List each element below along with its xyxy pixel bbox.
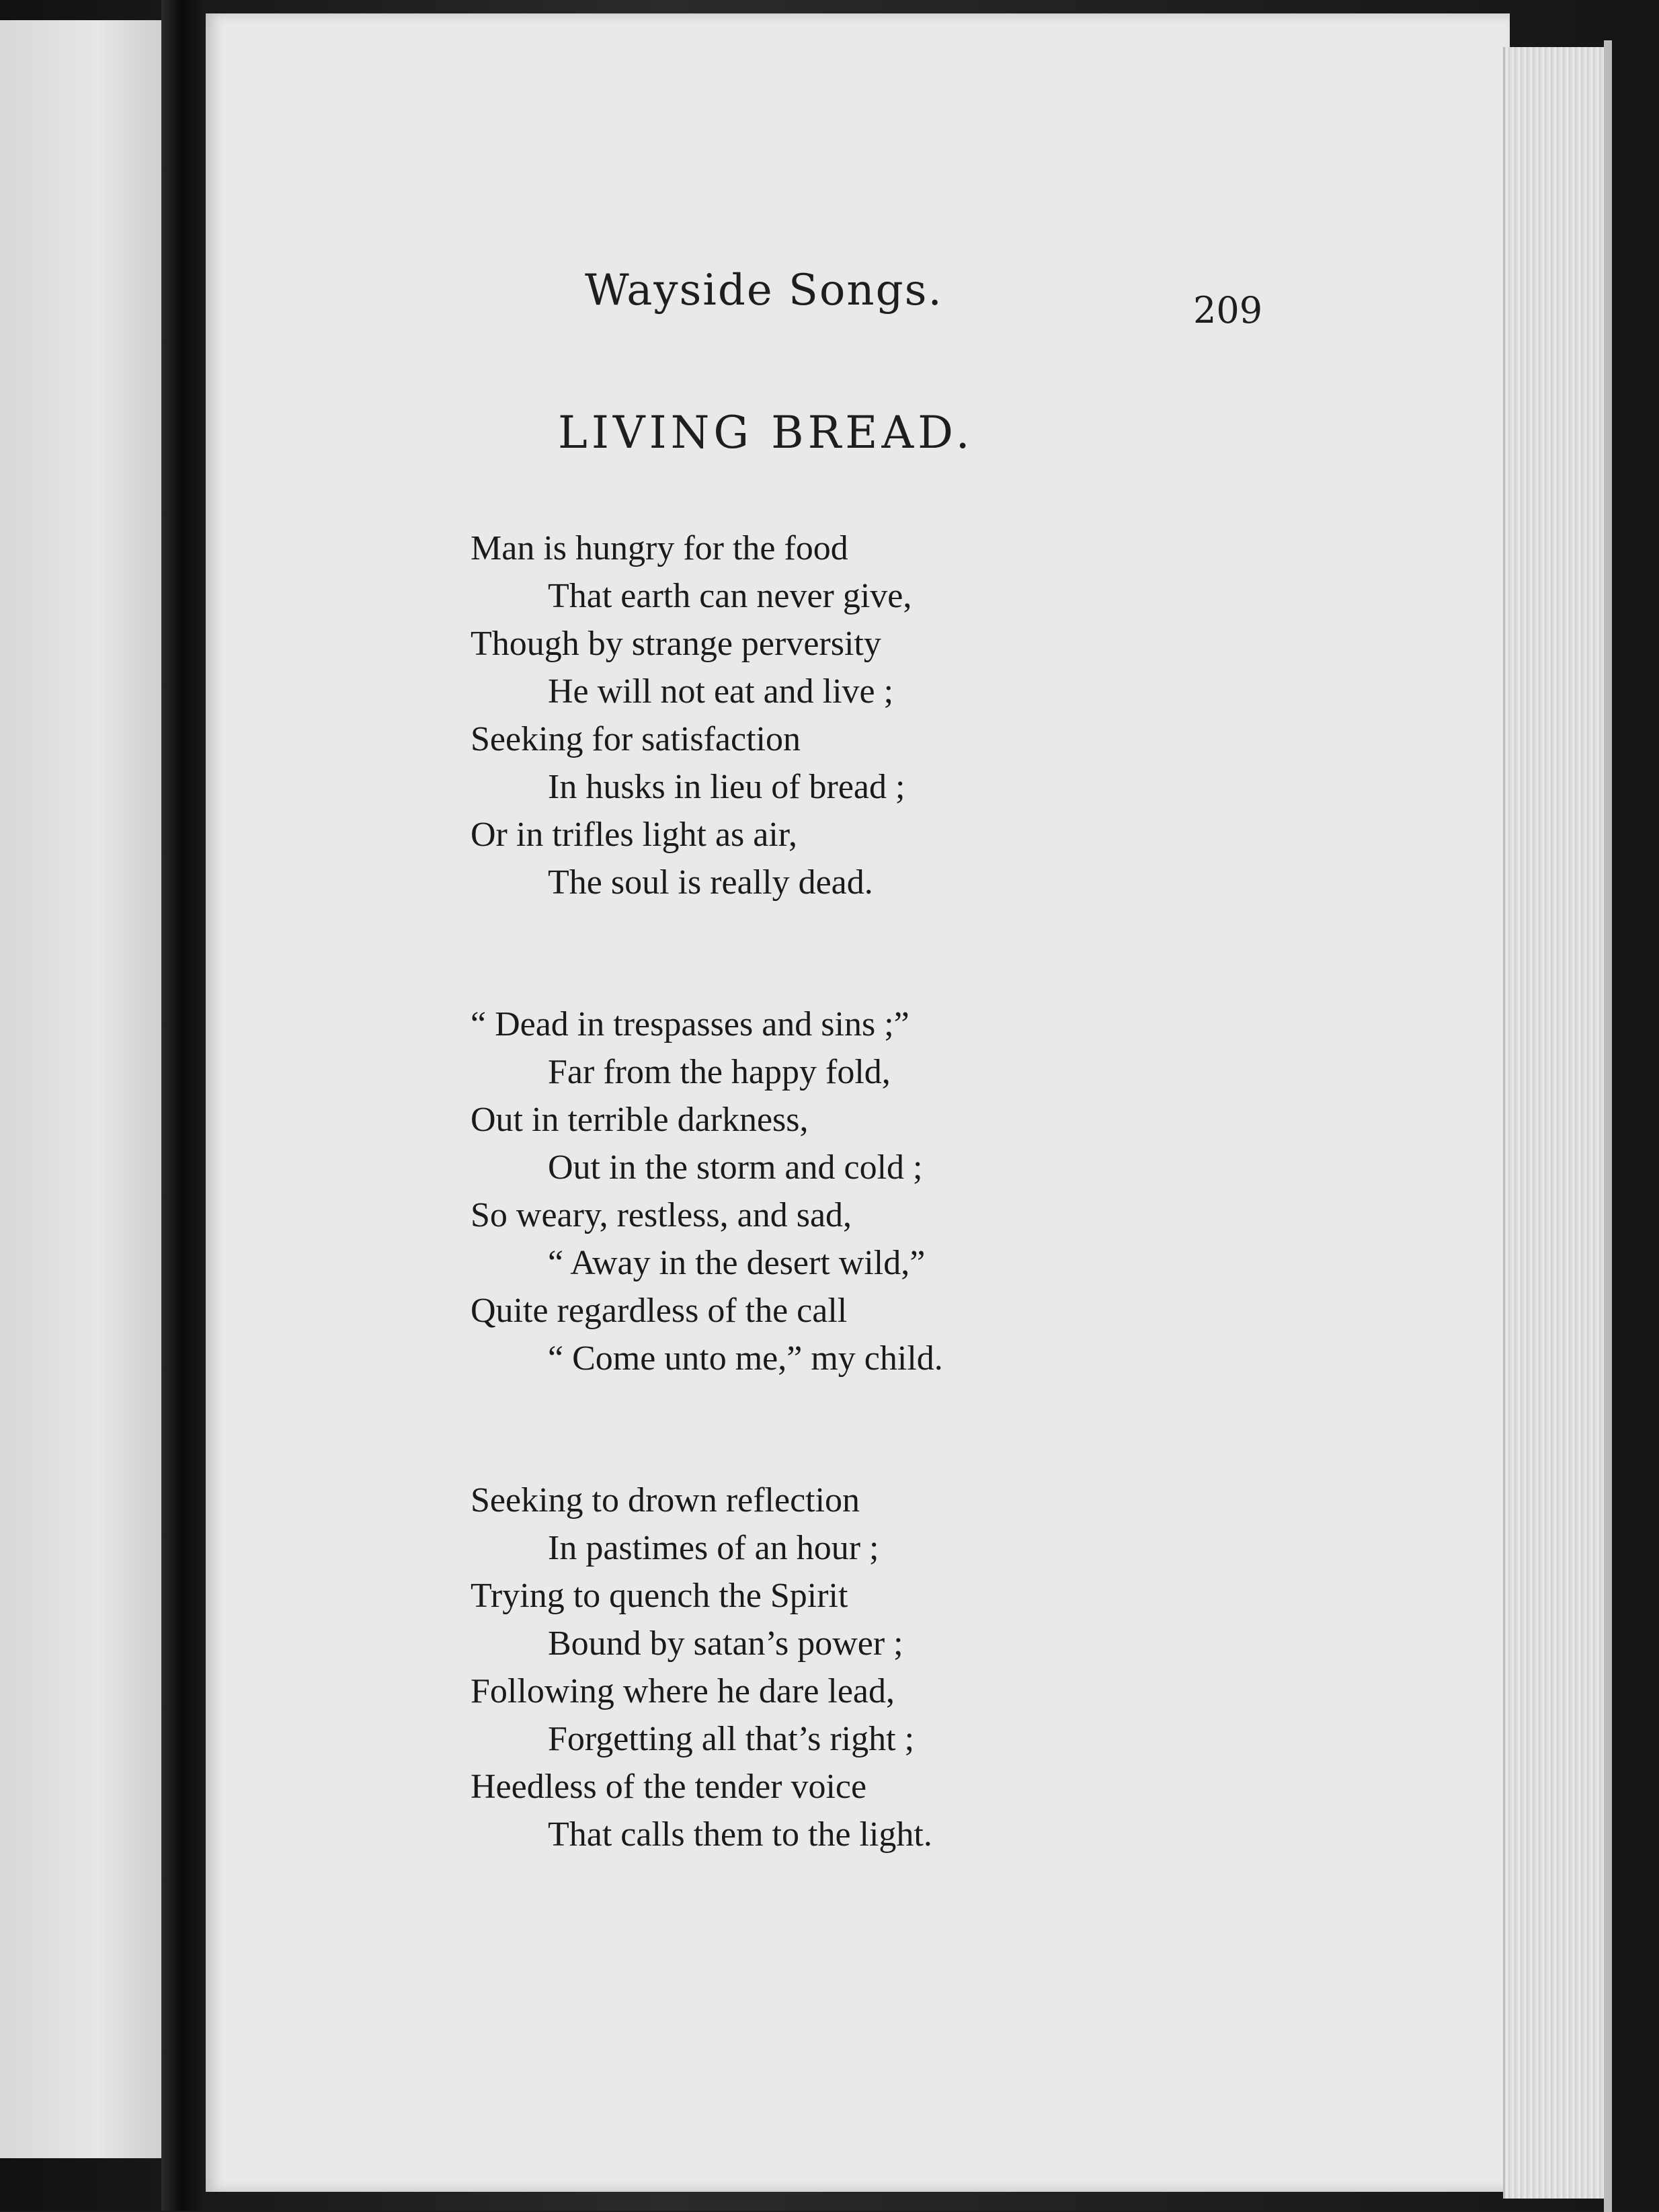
poem-line: Bound by satan’s power ; bbox=[548, 1624, 903, 1663]
poem-line: So weary, restless, and sad, bbox=[471, 1196, 852, 1234]
poem-line: Out in terrible darkness, bbox=[471, 1101, 809, 1139]
poem-line: Trying to quench the Spirit bbox=[471, 1577, 848, 1615]
poem-line: Seeking to drown reflection bbox=[471, 1481, 860, 1519]
poem-line: Man is hungry for the food bbox=[471, 529, 848, 567]
poem-line: Forgetting all that’s right ; bbox=[548, 1720, 915, 1758]
poem-body bbox=[471, 524, 1076, 1952]
left-page bbox=[0, 20, 161, 2158]
poem-line: That calls them to the light. bbox=[548, 1815, 932, 1854]
poem-line: In husks in lieu of bread ; bbox=[548, 768, 905, 806]
poem-title: LIVING BREAD. bbox=[558, 407, 974, 459]
poem-line: Though by strange perversity bbox=[471, 625, 881, 663]
poem-line: The soul is really dead. bbox=[548, 863, 873, 902]
poem-line: “ Come unto me,” my child. bbox=[548, 1339, 943, 1378]
poem-line: Heedless of the tender voice bbox=[471, 1768, 867, 1806]
page-edges bbox=[1503, 47, 1606, 2199]
running-head: Wayside Songs. bbox=[585, 266, 943, 315]
page-number: 209 bbox=[1193, 289, 1263, 331]
poem-line: Out in the storm and cold ; bbox=[548, 1148, 923, 1187]
poem-line: Following where he dare lead, bbox=[471, 1672, 895, 1710]
poem-line: Far from the happy fold, bbox=[548, 1053, 891, 1091]
poem-line: He will not eat and live ; bbox=[548, 672, 894, 711]
stanza bbox=[471, 1000, 1076, 1382]
book-gutter bbox=[161, 0, 206, 2211]
poem-line: “ Dead in trespasses and sins ;” bbox=[471, 1005, 909, 1043]
poem-line: Or in trifles light as air, bbox=[471, 816, 798, 854]
stanza bbox=[471, 524, 1076, 906]
poem-line: Quite regardless of the call bbox=[471, 1292, 848, 1330]
poem-line: In pastimes of an hour ; bbox=[548, 1529, 879, 1567]
poem-line: Seeking for satisfaction bbox=[471, 720, 801, 758]
stanza bbox=[471, 1476, 1076, 1858]
poem-line: “ Away in the desert wild,” bbox=[548, 1244, 926, 1282]
poem-line: That earth can never give, bbox=[548, 577, 912, 615]
cover-edge bbox=[1604, 40, 1612, 2212]
